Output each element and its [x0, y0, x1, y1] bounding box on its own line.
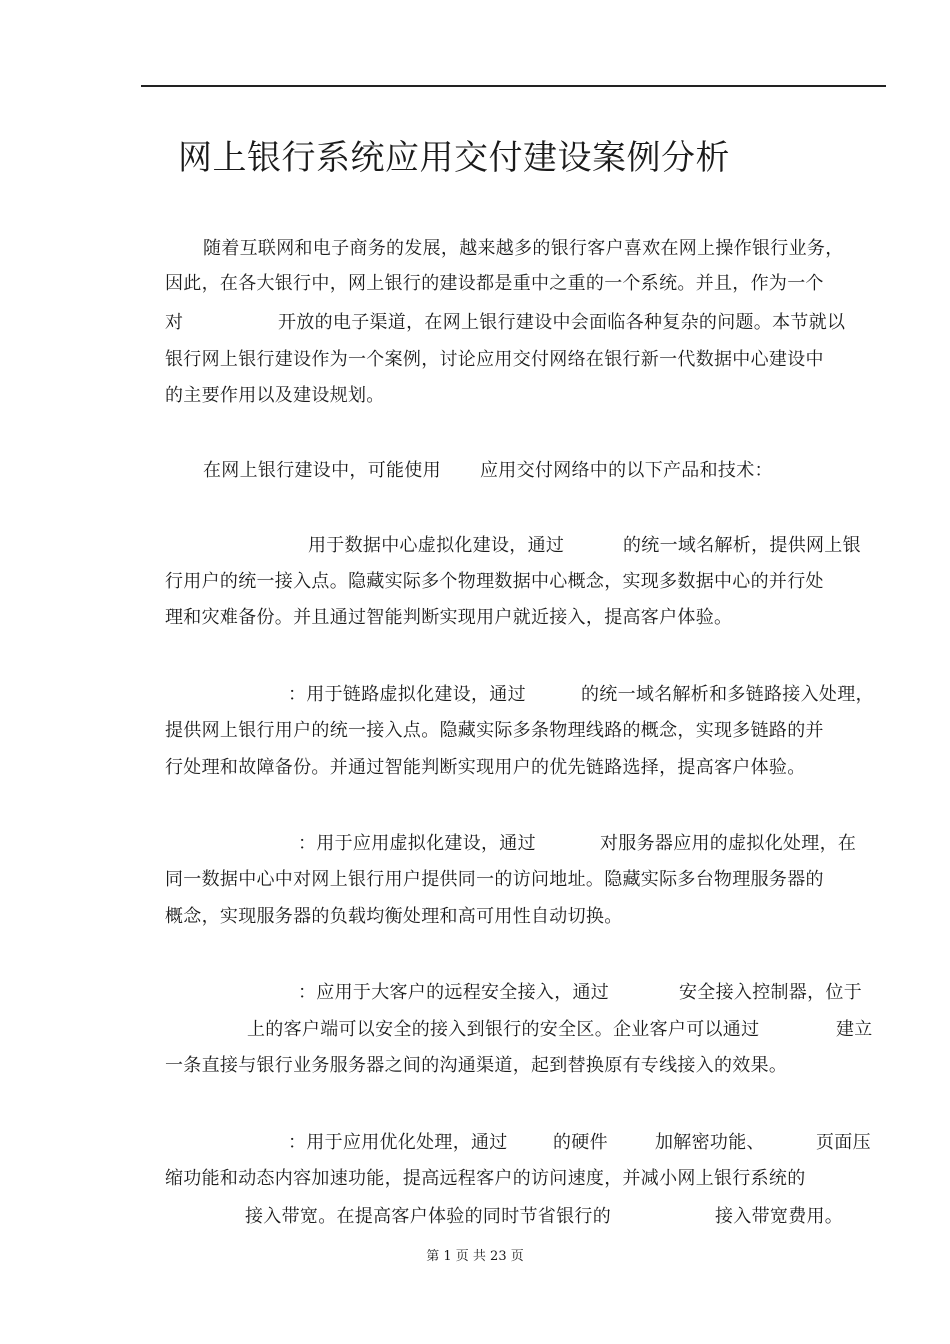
- text-line: 因此，在各大银行中，网上银行的建设都是重中之重的一个系统。并且，作为一个: [165, 273, 824, 294]
- text-line: 接入带宽费用。: [715, 1206, 844, 1227]
- text-line: 的统一域名解析和多链路接入处理，: [581, 684, 874, 705]
- text-line: 在网上银行建设中，可能使用: [203, 460, 441, 481]
- text-line: ：应用于大客户的远程安全接入，通过: [298, 982, 610, 1003]
- header-rule: [141, 85, 886, 87]
- text-line: 加解密功能、: [655, 1132, 765, 1153]
- text-line: ：用于应用优化处理，通过: [288, 1132, 508, 1153]
- text-line: 用于数据中心虚拟化建设，通过: [308, 535, 565, 556]
- text-line: 对服务器应用的虚拟化处理，在: [600, 833, 857, 854]
- text-line: 的主要作用以及建设规划。: [165, 385, 385, 406]
- page-number-footer: 第 1 页 共 23 页: [426, 1249, 524, 1264]
- text-line: 的统一域名解析，提供网上银: [623, 535, 861, 556]
- text-line: 接入带宽。在提高客户体验的同时节省银行的: [245, 1206, 611, 1227]
- text-line: 随着互联网和电子商务的发展，越来越多的银行客户喜欢在网上操作银行业务，: [203, 238, 844, 259]
- text-line: 对: [165, 312, 184, 333]
- text-line: ：用于链路虚拟化建设，通过: [288, 684, 526, 705]
- text-line: 建立: [836, 1019, 873, 1040]
- text-line: 缩功能和动态内容加速功能，提高远程客户的访问速度，并减小网上银行系统的: [165, 1168, 806, 1189]
- text-line: 开放的电子渠道，在网上银行建设中会面临各种复杂的问题。本节就以: [278, 312, 846, 333]
- text-line: 页面压: [816, 1132, 871, 1153]
- text-line: 上的客户端可以安全的接入到银行的安全区。企业客户可以通过: [247, 1019, 760, 1040]
- text-line: 理和灾难备份。并且通过智能判断实现用户就近接入，提高客户体验。: [165, 607, 733, 628]
- text-line: 银行网上银行建设作为一个案例，讨论应用交付网络在银行新一代数据中心建设中: [165, 349, 824, 370]
- text-line: 提供网上银行用户的统一接入点。隐藏实际多条物理线路的概念，实现多链路的并: [165, 720, 824, 741]
- text-line: ：用于应用虚拟化建设，通过: [298, 833, 536, 854]
- text-line: 同一数据中心中对网上银行用户提供同一的访问地址。隐藏实际多台物理服务器的: [165, 869, 824, 890]
- text-line: 的硬件: [553, 1132, 608, 1153]
- text-line: 行用户的统一接入点。隐藏实际多个物理数据中心概念，实现多数据中心的并行处: [165, 571, 824, 592]
- text-line: 应用交付网络中的以下产品和技术：: [480, 460, 773, 481]
- text-line: 一条直接与银行业务服务器之间的沟通渠道，起到替换原有专线接入的效果。: [165, 1055, 788, 1076]
- text-line: 概念，实现服务器的负载均衡处理和高可用性自动切换。: [165, 906, 623, 927]
- text-line: 行处理和故障备份。并通过智能判断实现用户的优先链路选择，提高客户体验。: [165, 757, 806, 778]
- text-line: 安全接入控制器，位于: [679, 982, 862, 1003]
- document-title: 网上银行系统应用交付建设案例分析: [178, 138, 730, 178]
